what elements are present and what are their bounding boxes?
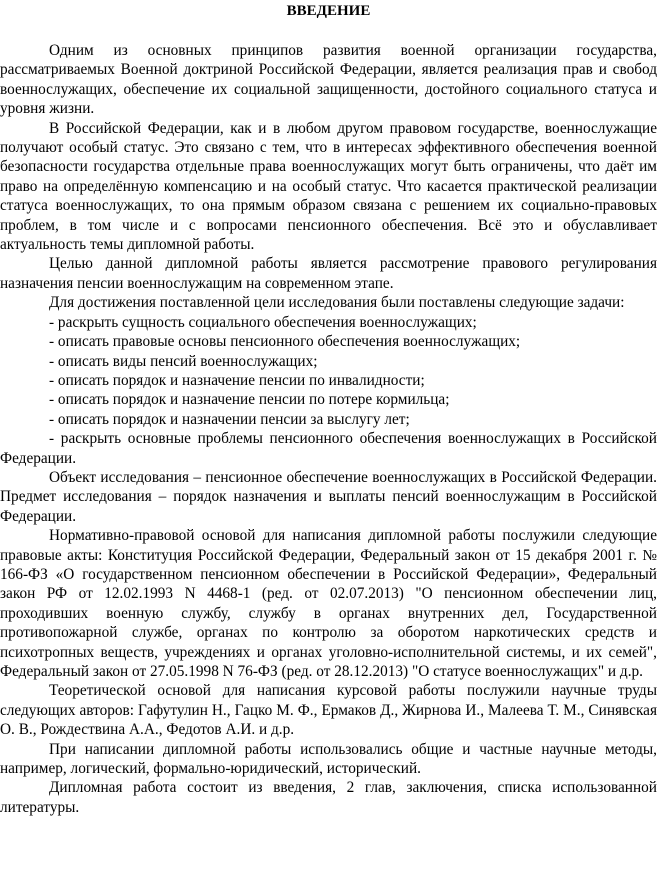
paragraph-goal: Целью данной дипломной работы является рассмотрение правового регулирования назначения пенсии военнослужащим на современном этапе. — [0, 255, 657, 292]
task-item: - раскрыть сущность социального обеспечения военнослужащих; — [49, 313, 477, 331]
paragraph-principles: Одним из основных принципов развития военной организации государства, рассматриваемых Военной доктриной Российской Федерации, является реализация прав и свобод военнослужащих, обеспечение их социальной защищенности, достойного социального статуса и уровня жизни. — [0, 42, 657, 118]
task-item: - описать порядок и назначение пенсии по потере кормильца; — [49, 391, 450, 409]
page-title: ВВЕДЕНИЕ — [286, 3, 371, 19]
task-list — [0, 313, 657, 468]
paragraph-theoretical-basis: Теоретической основой для написания курсовой работы послужили научные труды следующих авторов: Гафутулин Н., Гацко М. Ф., Ермаков Д., Жирнова И., Малеева Т. М., Синявская О. В., Рождествина А.А., Федотов А.И. и д.р. — [0, 682, 657, 739]
paragraph-methods: При написании дипломной работы использовались общие и частные научные методы, например, логический, формально-юридический, исторический. — [0, 740, 657, 778]
task-item: - описать порядок и назначение пенсии по инвалидности; — [49, 371, 425, 389]
task-item: - описать виды пенсий военнослужащих; — [49, 352, 318, 370]
task-item: - описать порядок и назначении пенсии за выслугу лет; — [49, 410, 410, 428]
paragraph-legal-basis: Нормативно-правовой основой для написания дипломной работы послужили следующие правовые акты: Конституция Российской Федерации, Федеральный закон от 15 декабря 2001 г. № 166-ФЗ «О государственном пенсионном обеспечении в Российской Федерации», Федеральный закон РФ от 12.02.1993 N 4468-1 (ред. от 02.07.2013) "О пенсионном обеспечении лиц, проходивших военную службу, службу в органах внутренних дел, Государственной противопожарной службе, органах по контролю за оборотом наркотических средств и психотропных веществ, учреждениях и органах уголовно-исполнительной системы, и их семей", Федеральный закон от 27.05.1998 N 76-ФЗ (ред. от 28.12.2013) "О статусе военнослужащих" и д.р. — [0, 527, 657, 680]
task-item: - описать правовые основы пенсионного обеспечения военнослужащих; — [49, 333, 521, 351]
paragraph-structure: Дипломная работа состоит из введения, 2 глав, заключения, списка использованной литературы. — [0, 779, 657, 816]
paragraph-relevance: В Российской Федерации, как и в любом другом правовом государстве, военнослужащие получают особый статус. Это связано с тем, что в интересах эффективного обеспечения военной безопасности государства отдельные права военнослужащих могут быть ограничены, что даёт им право на определённую компенсацию и на особый статус. Что касается практической реализации статуса военнослужащих, то она прямым образом связана с решением их социально-правовых проблем, в том числе и с вопросами пенсионного обеспечения. Всё это и обуславливает актуальность темы дипломной работы. — [0, 119, 657, 254]
paragraph-object-subject: Объект исследования – пенсионное обеспечение военнослужащих в Российской Федерации. Предмет исследования – порядок назначения и выплаты пенсий военнослужащим в Российской Федерации. — [0, 468, 657, 525]
paragraph-tasks-intro: Для достижения поставленной цели исследования были поставлены следующие задачи: — [49, 294, 625, 312]
task-item: - раскрыть основные проблемы пенсионного обеспечения военнослужащих в Российской Федерации. — [0, 430, 657, 467]
